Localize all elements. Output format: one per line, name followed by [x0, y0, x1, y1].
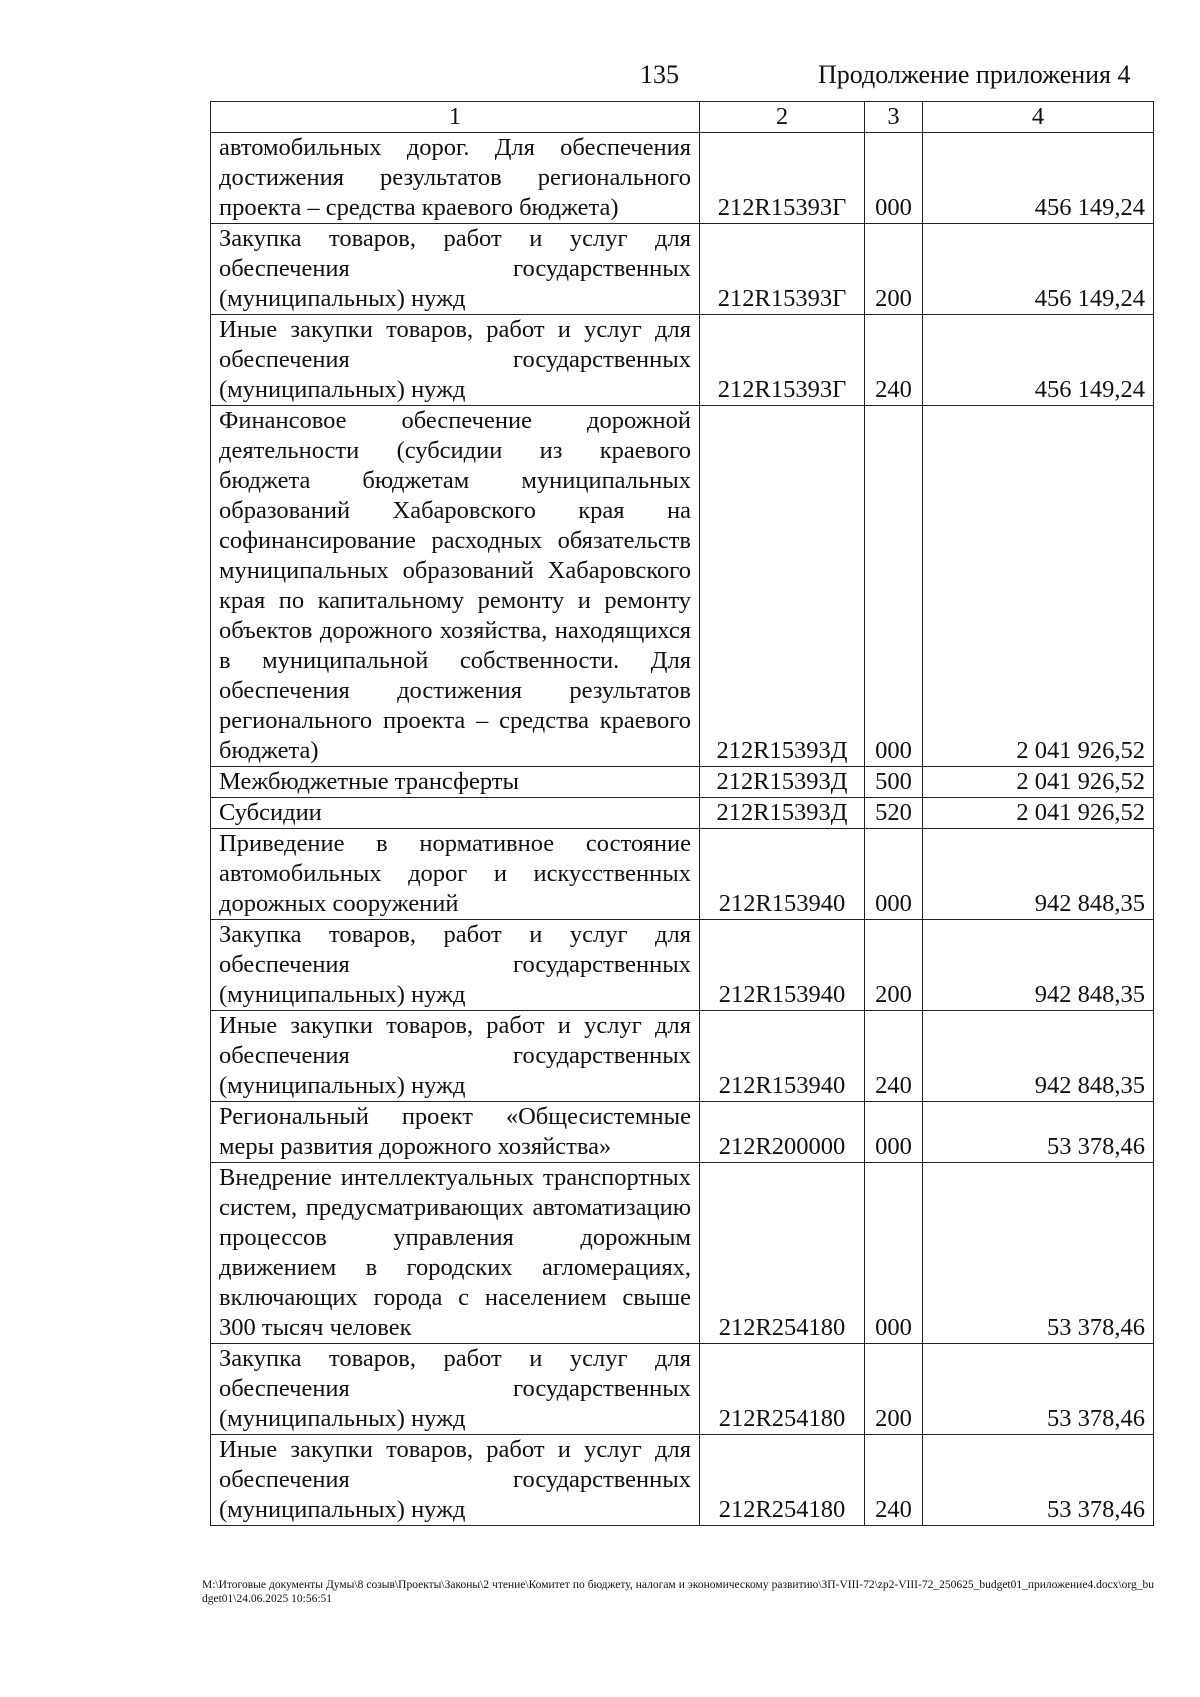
row-name-cell: Закупка товаров, работ и услуг для обеспечения государственных (муниципальных) нужд [211, 1344, 700, 1435]
row-code-cell: 212R153940 [700, 1011, 865, 1102]
row-type-cell: 520 [865, 798, 923, 829]
row-type-cell: 240 [865, 1011, 923, 1102]
table-row [211, 1102, 1154, 1163]
column-header-3: 3 [865, 102, 923, 133]
page-number: 135 [640, 60, 679, 89]
row-name-cell: Иные закупки товаров, работ и услуг для обеспечения государственных (муниципальных) нужд [211, 1435, 700, 1526]
row-name-cell: Финансовое обеспечение дорожной деятельности (субсидии из краевого бюджета бюджетам муниципальных образований Хабаровского края на софинансирование расходных обязательств муниципальных образований Хабаровского края по капитальному ремонту и ремонту объектов дорожного хозяйства, находящихся в муниципальной собственности. Для обеспечения достижения результатов регионального проекта – средства краевого бюджета) [211, 406, 700, 767]
row-amount-cell: 942 848,35 [923, 829, 1154, 920]
row-name-cell: Закупка товаров, работ и услуг для обеспечения государственных (муниципальных) нужд [211, 224, 700, 315]
row-name-cell: Субсидии [211, 798, 700, 829]
table-row [211, 315, 1154, 406]
table-row [211, 224, 1154, 315]
row-amount-cell: 2 041 926,52 [923, 406, 1154, 767]
row-type-cell: 000 [865, 133, 923, 224]
row-code-cell: 212R153940 [700, 920, 865, 1011]
row-type-cell: 500 [865, 767, 923, 798]
row-amount-cell: 456 149,24 [923, 315, 1154, 406]
appendix-continuation-note: Продолжение приложения 4 [818, 60, 1131, 89]
row-code-cell: 212R15393Д [700, 798, 865, 829]
row-code-cell: 212R254180 [700, 1344, 865, 1435]
row-code-cell: 212R15393Г [700, 133, 865, 224]
table-row [211, 1163, 1154, 1344]
row-name-cell: Межбюджетные трансферты [211, 767, 700, 798]
row-type-cell: 200 [865, 224, 923, 315]
row-type-cell: 240 [865, 1435, 923, 1526]
row-name-cell: Иные закупки товаров, работ и услуг для обеспечения государственных (муниципальных) нужд [211, 315, 700, 406]
row-code-cell: 212R15393Г [700, 224, 865, 315]
row-type-cell: 000 [865, 829, 923, 920]
row-amount-cell: 456 149,24 [923, 224, 1154, 315]
row-type-cell: 240 [865, 315, 923, 406]
row-amount-cell: 53 378,46 [923, 1344, 1154, 1435]
row-amount-cell: 2 041 926,52 [923, 767, 1154, 798]
row-code-cell: 212R15393Д [700, 406, 865, 767]
row-name-cell: Закупка товаров, работ и услуг для обеспечения государственных (муниципальных) нужд [211, 920, 700, 1011]
table-header-row [211, 102, 1154, 133]
row-name-cell: Иные закупки товаров, работ и услуг для обеспечения государственных (муниципальных) нужд [211, 1011, 700, 1102]
row-amount-cell: 2 041 926,52 [923, 798, 1154, 829]
budget-table-body [211, 102, 1154, 1526]
row-type-cell: 000 [865, 406, 923, 767]
table-row [211, 133, 1154, 224]
budget-table [210, 101, 1154, 1526]
row-name-cell: автомобильных дорог. Для обеспечения достижения результатов регионального проекта – средства краевого бюджета) [211, 133, 700, 224]
table-row [211, 829, 1154, 920]
row-type-cell: 200 [865, 1344, 923, 1435]
table-row [211, 920, 1154, 1011]
row-code-cell: 212R153940 [700, 829, 865, 920]
row-code-cell: 212R254180 [700, 1163, 865, 1344]
table-row [211, 1011, 1154, 1102]
row-amount-cell: 53 378,46 [923, 1435, 1154, 1526]
row-type-cell: 000 [865, 1163, 923, 1344]
row-amount-cell: 942 848,35 [923, 1011, 1154, 1102]
column-header-1: 1 [211, 102, 700, 133]
row-amount-cell: 53 378,46 [923, 1102, 1154, 1163]
row-code-cell: 212R15393Г [700, 315, 865, 406]
column-header-4: 4 [923, 102, 1154, 133]
row-code-cell: 212R200000 [700, 1102, 865, 1163]
table-row [211, 1344, 1154, 1435]
row-amount-cell: 942 848,35 [923, 920, 1154, 1011]
row-type-cell: 200 [865, 920, 923, 1011]
footer-file-path: M:\Итоговые документы Думы\8 созыв\Проекты\Законы\2 чтение\Комитет по бюджету, налогам и экономическому развитию\ЗП-VIII-72\zp2-VIII-72_250625_budget01_приложение4.docx\org_budget01\24.06.2025 10:56:51 [202, 1579, 1154, 1605]
row-name-cell: Региональный проект «Общесистемные меры развития дорожного хозяйства» [211, 1102, 700, 1163]
row-type-cell: 000 [865, 1102, 923, 1163]
row-amount-cell: 456 149,24 [923, 133, 1154, 224]
column-header-2: 2 [700, 102, 865, 133]
table-row [211, 767, 1154, 798]
table-row [211, 1435, 1154, 1526]
table-row [211, 406, 1154, 767]
row-code-cell: 212R15393Д [700, 767, 865, 798]
table-row [211, 798, 1154, 829]
row-amount-cell: 53 378,46 [923, 1163, 1154, 1344]
row-code-cell: 212R254180 [700, 1435, 865, 1526]
row-name-cell: Приведение в нормативное состояние автомобильных дорог и искусственных дорожных сооружений [211, 829, 700, 920]
row-name-cell: Внедрение интеллектуальных транспортных систем, предусматривающих автоматизацию процессов управления дорожным движением в городских агломерациях, включающих города с населением свыше 300 тысяч человек [211, 1163, 700, 1344]
